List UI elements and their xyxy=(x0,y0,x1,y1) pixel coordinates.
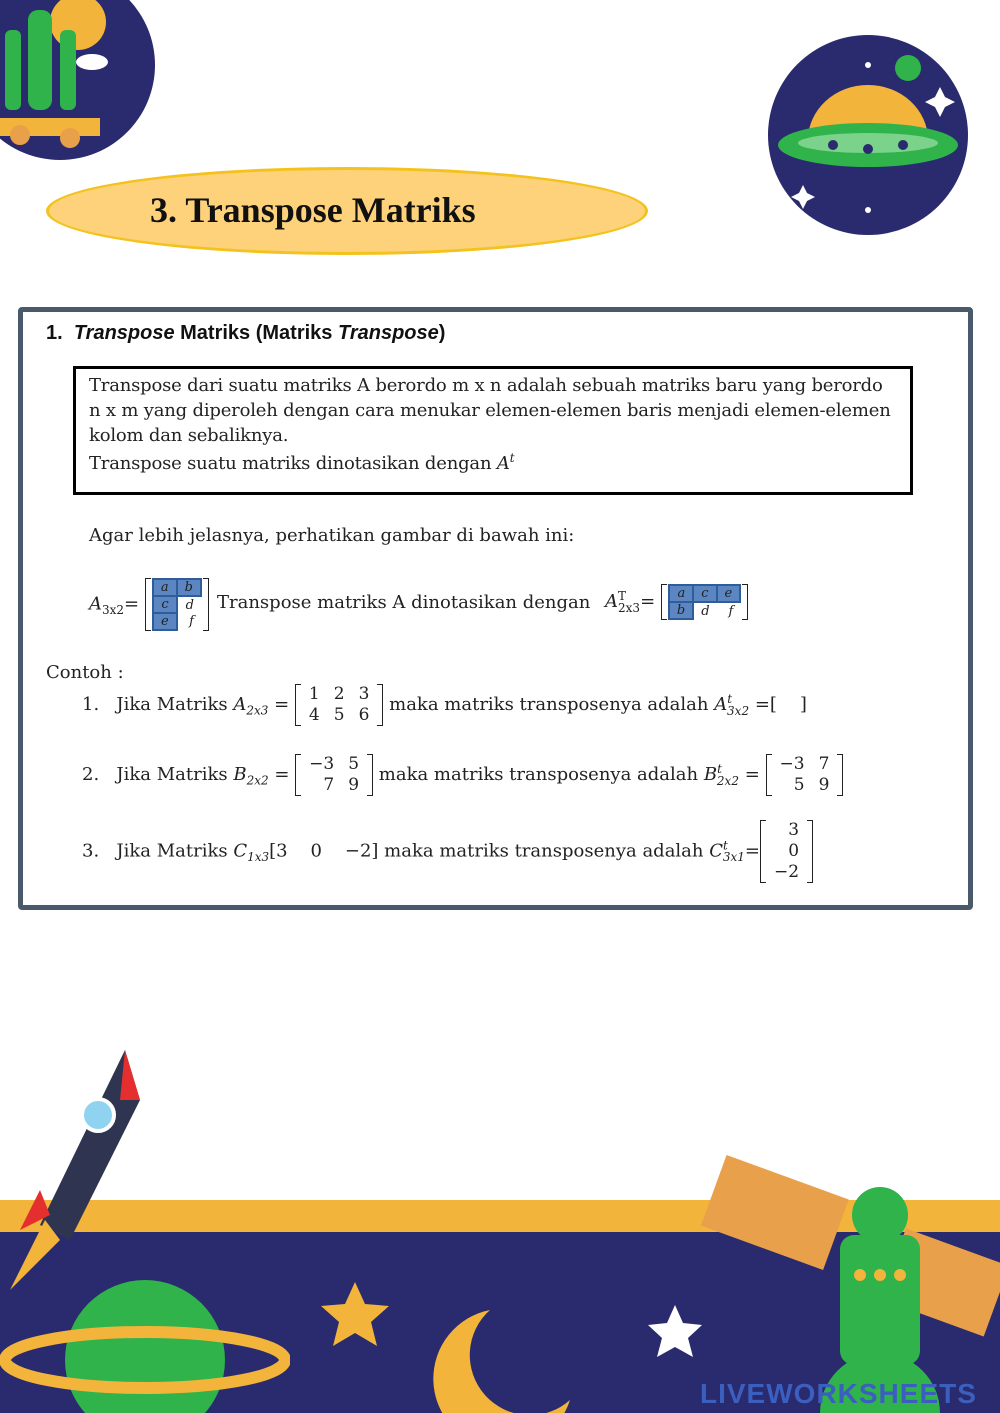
ufo-planet-decoration xyxy=(768,35,968,235)
definition-line: n x m yang diperoleh dengan cara menukar elemen-elemen baris menjadi elemen-elemen xyxy=(89,400,891,421)
illustration-right: $A^T_{2x3}=$ a c e b d f xyxy=(605,584,748,620)
page-title: 3. Transpose Matriks xyxy=(150,190,476,230)
rocket-launch-decoration xyxy=(0,0,160,180)
matrix-a-2x3: 1 2 3 4 5 6 xyxy=(295,684,383,726)
illustration-intro: Agar lebih jelasnya, perhatikan gambar di bawah ini: xyxy=(89,525,575,546)
definition-notation-line: Transpose suatu matriks dinotasikan dengan $A^t$ xyxy=(89,451,515,474)
answer-blank[interactable]: [ ] xyxy=(769,694,807,715)
matrix-b-2x2: −3 5 7 9 xyxy=(295,754,373,796)
example-3: 3. Jika Matriks $C_{1x3}[3$ 0 −2] maka matriks transposenya adalah $C^t_{3x1}=$ 3 0 −2 xyxy=(82,820,813,883)
matrix-a-3x2: a b c d e f xyxy=(145,578,209,631)
matrix-b-transpose: −3 7 5 9 xyxy=(766,754,844,796)
definition-line: kolom dan sebaliknya. xyxy=(89,425,289,446)
definition-line: Transpose dari suatu matriks A berordo m x n adalah sebuah matriks baru yang berordo xyxy=(89,375,883,396)
matrix-c-transpose: 3 0 −2 xyxy=(760,820,813,883)
example-1: 1. Jika Matriks $A_{2x3}$ = 1 2 3 4 5 6 maka matriks transposenya adalah $A^t_{3x2}$ =[ ] xyxy=(82,684,807,725)
liveworksheets-watermark: LIVEWORKSHEETS xyxy=(700,1378,977,1409)
planet-icon xyxy=(0,1270,290,1413)
illustration-left: $A_{3x2}=$ a b c d e f xyxy=(89,578,209,631)
star-moon-decoration xyxy=(320,1280,740,1413)
illustration-caption: Transpose matriks A dinotasikan dengan xyxy=(217,592,591,613)
section-heading: 1. Transpose Matriks (Matriks Transpose) xyxy=(46,322,446,344)
example-2: 2. Jika Matriks $B_{2x2}$ = −3 5 7 9 maka matriks transposenya adalah $B^t_{2x2}$ = −3 7 5 9 xyxy=(82,754,843,796)
matrix-a-transpose-2x3: a c e b d f xyxy=(661,584,748,620)
examples-heading: Contoh : xyxy=(46,662,124,683)
satellite-icon xyxy=(680,1155,1000,1413)
